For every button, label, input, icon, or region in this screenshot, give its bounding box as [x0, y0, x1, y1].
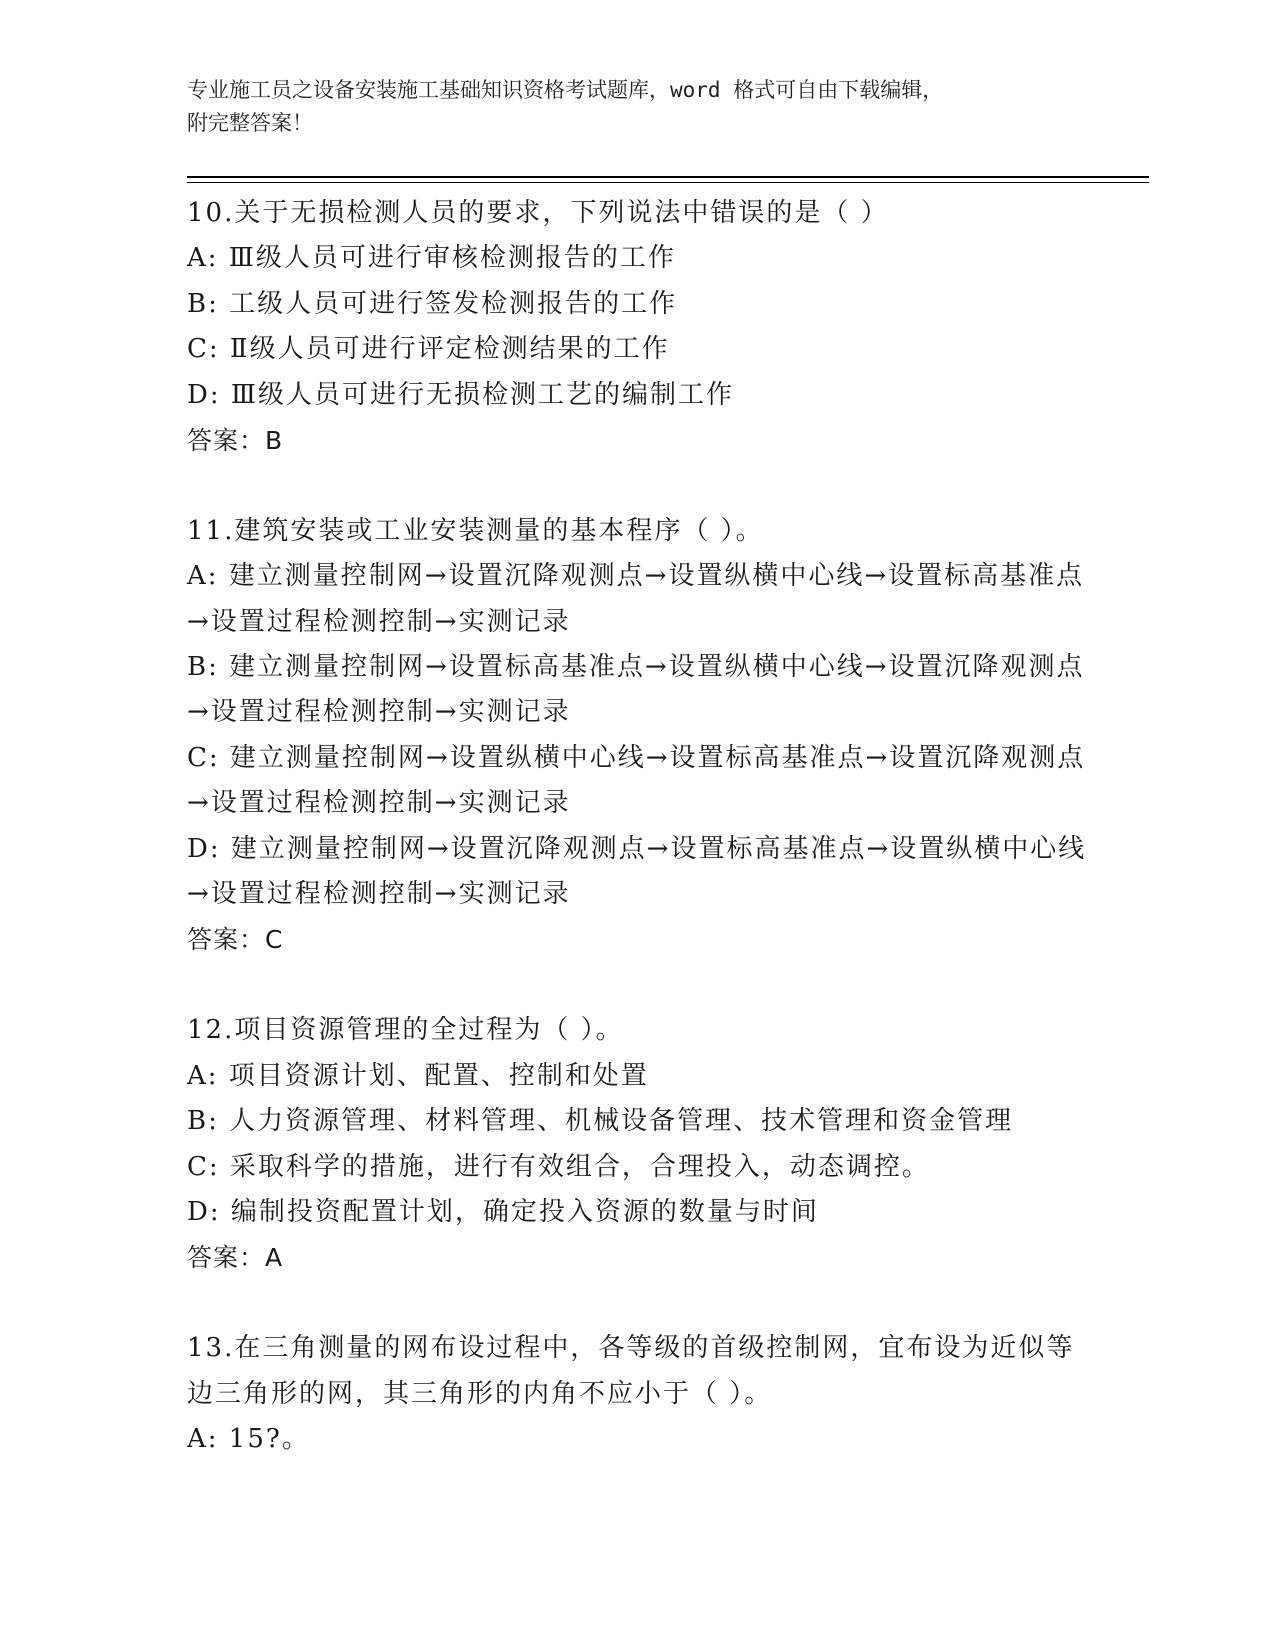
option-a: A: 建立测量控制网→设置沉降观测点→设置纵横中心线→设置标高基准点→设置过程检测控制→实测记录 — [187, 561, 1085, 637]
option-c: C: 建立测量控制网→设置纵横中心线→设置标高基准点→设置沉降观测点→设置过程检测控制→实测记录 — [187, 742, 1086, 819]
option-c: C: 采取科学的措施，进行有效组合，合理投入，动态调控。 — [187, 1151, 930, 1182]
option-d: D: 编制投资配置计划，确定投入资源的数量与时间 — [187, 1196, 819, 1227]
option-a: A: Ⅲ级人员可进行审核检测报告的工作 — [187, 243, 676, 274]
header-divider-thin — [187, 182, 1149, 183]
question-list — [187, 191, 1087, 1462]
question-10 — [187, 191, 1087, 463]
question-stem: 13.在三角测量的网布设过程中，各等级的首级控制网，宜布设为近似等边三角形的网，其三角形的内角不应小于（ ）。 — [187, 1333, 1075, 1409]
answer-label: 答案：B — [187, 426, 284, 456]
document-header — [187, 74, 1087, 140]
option-c: C: Ⅱ级人员可进行评定检测结果的工作 — [187, 334, 670, 365]
answer-label: 答案：C — [187, 925, 284, 955]
question-12 — [187, 1008, 1087, 1280]
option-b: B: 工级人员可进行签发检测报告的工作 — [187, 288, 678, 319]
header-divider-thick — [187, 176, 1149, 178]
option-b: B: 建立测量控制网→设置标高基准点→设置纵横中心线→设置沉降观测点→设置过程检测控制→实测记录 — [187, 652, 1085, 728]
header-line-2: 附完整答案！ — [187, 111, 313, 135]
question-stem: 10.关于无损检测人员的要求，下列说法中错误的是（ ） — [187, 198, 889, 228]
option-b: B: 人力资源管理、材料管理、机械设备管理、技术管理和资金管理 — [187, 1106, 1014, 1137]
option-a: A: 15?。 — [187, 1423, 310, 1454]
option-d: D: 建立测量控制网→设置沉降观测点→设置标高基准点→设置纵横中心线→设置过程检测控制→实测记录 — [187, 833, 1087, 910]
question-13 — [187, 1326, 1087, 1462]
header-line-1: 专业施工员之设备安装施工基础知识资格考试题库，word 格式可自由下载编辑， — [187, 78, 944, 102]
answer-label: 答案：A — [187, 1243, 284, 1273]
question-11 — [187, 509, 1087, 963]
question-stem: 12.项目资源管理的全过程为（ ）。 — [187, 1015, 624, 1046]
question-stem: 11.建筑安装或工业安装测量的基本程序（ ）。 — [187, 515, 764, 546]
option-d: D: Ⅲ级人员可进行无损检测工艺的编制工作 — [187, 379, 734, 410]
option-a: A: 项目资源计划、配置、控制和处置 — [187, 1060, 649, 1091]
